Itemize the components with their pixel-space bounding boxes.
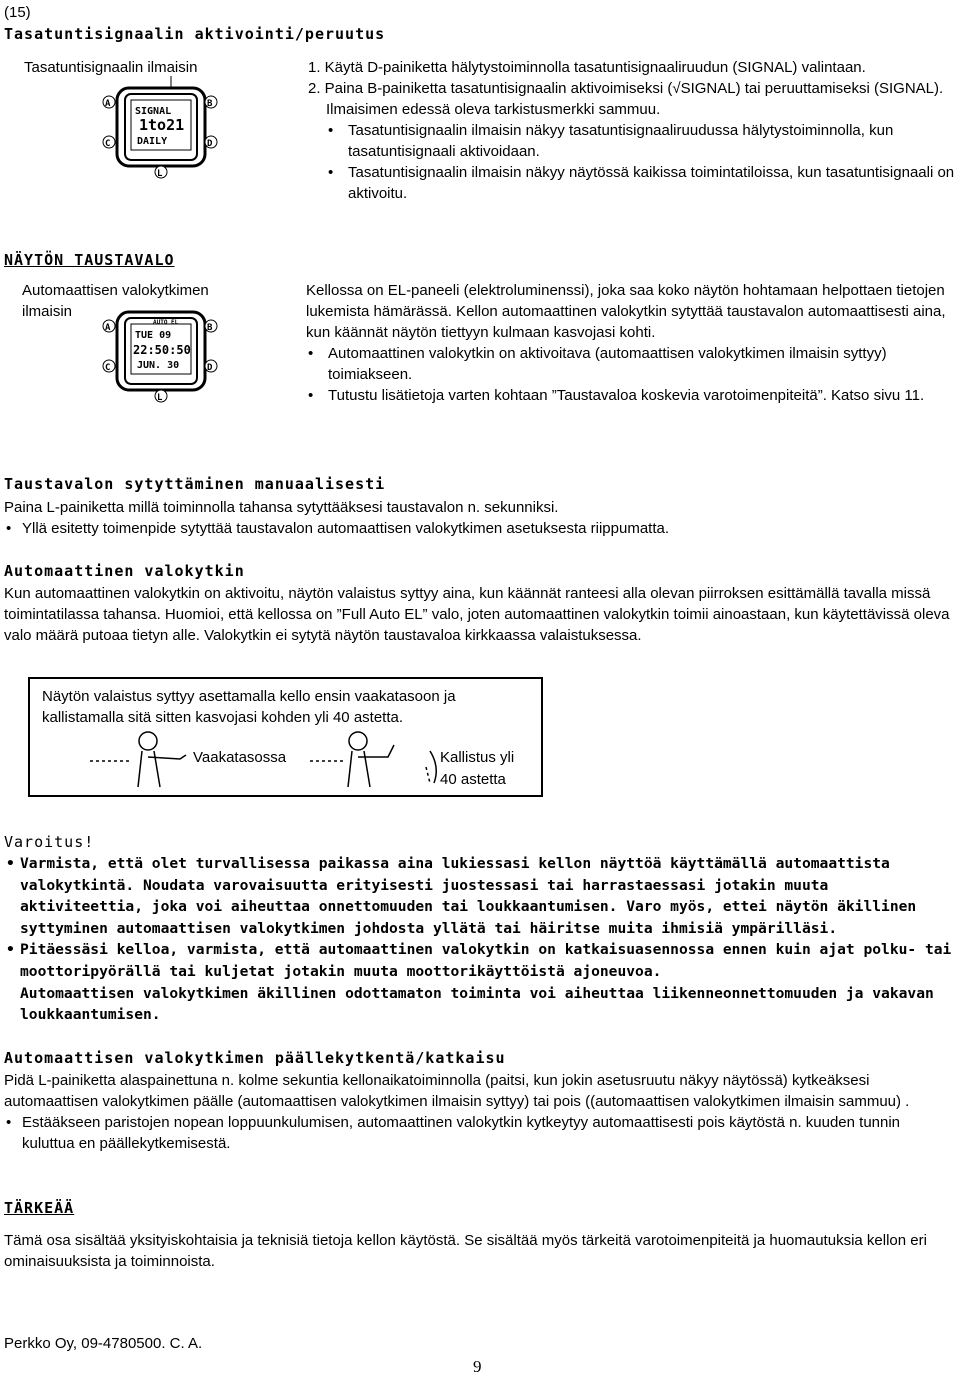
warning-bullet-2: • Pitäessäsi kelloa, varmista, että automaattinen valokytkin on katkaisuasennossa ennen kuin ajat polku- tai moottoripyörällä tai kuljetat jotakin muuta moottorikäyttöistä ajoneuvoa. bbox=[4, 939, 954, 982]
signal-bullet-1: • Tasatuntisignaalin ilmaisin näkyy tasatuntisignaaliruudussa hälytystoiminnolla, kun tasatuntisignaali aktivoidaan. bbox=[326, 120, 956, 162]
backlight-bullet-2: • Tutustu lisätietoja varten kohtaan ”Taustavaloa koskevia varotoimenpiteitä”. Katso sivu 11. bbox=[306, 385, 956, 406]
auto-heading: Automaattinen valokytkin bbox=[4, 562, 245, 580]
button-c-label: C bbox=[105, 139, 111, 149]
section-title: Tasatuntisignaalin aktivointi/peruutus bbox=[4, 25, 386, 43]
watch-line1: SIGNAL bbox=[135, 106, 172, 117]
button-d-label: D bbox=[207, 139, 213, 149]
important-text: Tämä osa sisältää yksityiskohtaisia ja teknisiä tietoja kellon käytöstä. Se sisältää myös tärkeitä varotoimenpiteitä ja huomautuksia kellon eri ominaisuuksista ja toiminnoista. bbox=[4, 1232, 927, 1270]
watch-line3: DAILY bbox=[137, 136, 168, 147]
signal-step-2: 2. Paina B-painiketta tasatuntisignaalin aktivoimiseksi (√SIGNAL) tai peruuttamiseksi (SIGNAL). Ilmaisimen edessä oleva tarkistusmerkki sammuu. bbox=[308, 80, 944, 118]
tilt-info-box bbox=[28, 677, 543, 797]
onoff-heading: Automaattisen valokytkimen päällekytkentä/katkaisu bbox=[4, 1049, 506, 1067]
manual-section bbox=[4, 497, 954, 539]
signal-bullet-2: • Tasatuntisignaalin ilmaisin näkyy näytössä kaikissa toimintatiloissa, kun tasatuntisignaali on aktivoitu. bbox=[326, 162, 956, 204]
manual-text: Paina L-painiketta millä toiminnolla tahansa sytyttääksesi taustavalon n. sekunniksi. bbox=[4, 499, 559, 516]
button-c-label: C bbox=[105, 363, 111, 373]
signal-step-1: 1. Käytä D-painiketta hälytystoiminnolla tasatuntisignaaliruudun (SIGNAL) valintaan. bbox=[308, 59, 866, 76]
label-tilt-2: 40 astetta bbox=[440, 771, 506, 788]
watch-autoel-line3: JUN. 30 bbox=[137, 360, 180, 371]
backlight-heading: NÄYTÖN TAUSTAVALO bbox=[4, 251, 175, 269]
important-heading: TÄRKEÄÄ bbox=[4, 1199, 75, 1217]
button-l-label: L bbox=[157, 169, 163, 179]
warning-extra: Automaattisen valokytkimen äkillinen odottamaton toiminta voi aiheuttaa liikenneonnettomuuden ja vakavan loukkaantumisen. bbox=[20, 984, 934, 1024]
backlight-text bbox=[306, 280, 956, 406]
watch-autoel-tag: AUTO EL bbox=[153, 319, 179, 326]
manual-heading: Taustavalon sytyttäminen manuaalisesti bbox=[4, 475, 386, 493]
watch-autoel-line1: TUE 09 bbox=[135, 330, 172, 341]
section-number: (15) bbox=[4, 4, 31, 21]
page-number: 9 bbox=[473, 1357, 482, 1376]
watch-signal-illustration bbox=[95, 72, 225, 182]
footer-company: Perkko Oy, 09-4780500. C. A. bbox=[4, 1335, 203, 1352]
button-a-label: A bbox=[105, 99, 111, 109]
warning-bullet-1: • Varmista, että olet turvallisessa paikassa aina lukiessasi kellon näyttöä käyttämällä automaattista valokytkintä. Noudata varovaisuutta erityisesti juostessasi tai harrastaessasi jotakin muuta aktiviteettia, joka voi aiheuttaa onnettomuuden tai loukkaantumisen. Varo myös, ettei näytön äkillinen syttyminen automaattisen valokytkimen johdosta yllätä tai häiritse muita ihmisiä ympärilläsi. bbox=[4, 853, 954, 939]
label-horizontal: Vaakatasossa bbox=[193, 749, 287, 766]
button-b-label: B bbox=[207, 99, 213, 109]
backlight-bullet-1: • Automaattinen valokytkin on aktivoitava (automaattisen valokytkimen ilmaisin syttyy) toimiakseen. bbox=[306, 343, 956, 385]
backlight-caption: Automaattisen valokytkimen ilmaisin bbox=[22, 282, 209, 320]
onoff-section bbox=[4, 1070, 954, 1154]
button-d-label: D bbox=[207, 363, 213, 373]
signal-caption: Tasatuntisignaalin ilmaisin bbox=[24, 59, 198, 76]
watch-autoel-illustration bbox=[95, 300, 225, 410]
warning-section bbox=[4, 853, 954, 1026]
auto-text: Kun automaattinen valokytkin on aktivoitu, näytön valaistus syttyy aina, kun käännät ranteesi alla olevan piirroksen esittämällä tavalla missä toimintatilassa tahansa. Huomioi, että kellossa on ”Full Auto EL” valo, joten automaattinen valokytkin toimii ainoastaan, kun käytettävissä oleva valo määrä putoaa tietyn alle. Valokytkin ei sytytä näytön taustavaloa kirkkaassa valaistuksessa. bbox=[4, 585, 950, 644]
watch-line2: 1to21 bbox=[139, 116, 185, 134]
onoff-text: Pidä L-painiketta alaspainettuna n. kolme sekuntia kellonaikatoiminnolla (paitsi, kun jokin asetusruutu näkyy näytössä) kytkeäksesi automaattisen valokytkimen päälle (automaattisen valokytkimen ilmaisin syttyy) tai pois ((automaattisen valokytkimen ilmaisin sammuu) . bbox=[4, 1072, 910, 1110]
watch-autoel-line2: 22:50:50 bbox=[133, 343, 191, 357]
label-tilt-1: Kallistus yli bbox=[440, 749, 515, 766]
button-l-label: L bbox=[157, 393, 163, 403]
button-b-label: B bbox=[207, 323, 213, 333]
button-a-label: A bbox=[105, 323, 111, 333]
tilt-info-text: Näytön valaistus syttyy asettamalla kello ensin vaakatasoon ja kallistamalla sitä sitten kasvojasi kohden yli 40 astetta. bbox=[42, 688, 456, 726]
signal-instructions bbox=[308, 57, 956, 204]
warning-heading: Varoitus! bbox=[4, 833, 95, 851]
backlight-intro: Kellossa on EL-paneeli (elektroluminenssi), joka saa koko näytön hohtamaan helpottaen tietojen lukemista hämärässä. Kellon automaattinen valokytkin sytyttää taustavalon automaattisesti aina, kun käännät näytön tiettyyn kulmaan kasvojasi kohti. bbox=[306, 282, 946, 341]
manual-bullet: • Yllä esitetty toimenpide sytyttää taustavalon automaattisen valokytkimen asetuksesta riippumatta. bbox=[4, 518, 954, 539]
onoff-bullet: • Estääkseen paristojen nopean loppuunkulumisen, automaattinen valokytkin kytkeytyy automaattisesti pois käytöstä n. kuuden tunnin kuluttua en päällekytkemisestä. bbox=[4, 1112, 954, 1154]
